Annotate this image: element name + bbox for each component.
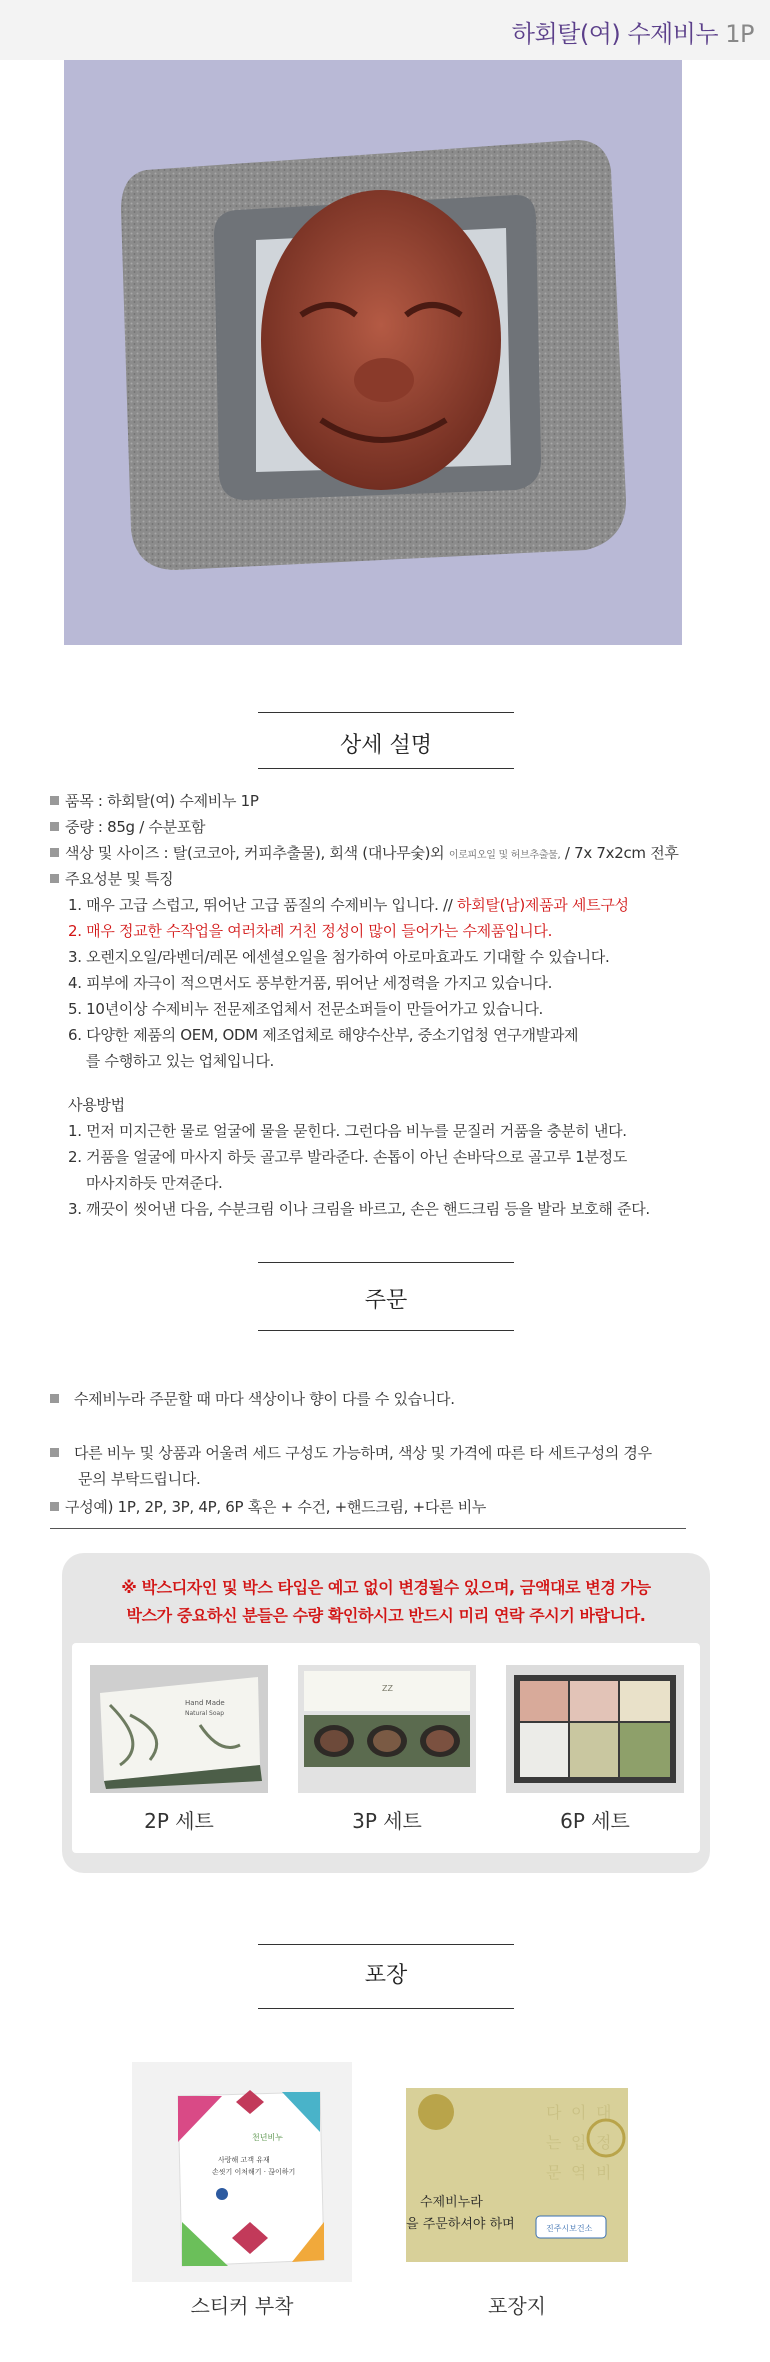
order-note-2: 다른 비누 및 상품과 어울려 세드 구성도 가능하며, 색상 및 가격에 따른 타 세트구성의 경우 <box>50 1440 652 1466</box>
detail-heading-bottom-rule <box>258 768 514 769</box>
bullet-square <box>50 1448 59 1457</box>
set-gallery <box>72 1643 700 1853</box>
usage-1: 1. 먼저 미지근한 물로 얼굴에 물을 묻힌다. 그런다음 비누를 문질러 거품을 충분히 낸다. <box>68 1122 627 1140</box>
product-qty: 1P <box>725 20 754 48</box>
svg-text:비: 비 <box>596 2163 612 2182</box>
order-heading: 주문 <box>364 1288 408 1313</box>
wrapping-paper-image <box>406 2088 628 2262</box>
svg-text:대: 대 <box>596 2103 612 2122</box>
feature-6-cont: 를 수행하고 있는 업체입니다. <box>68 1052 275 1070</box>
feature-3: 3. 오렌지오일/라벤더/레몬 에센셜오일을 첨가하여 아로마효과도 기대할 수 있습니다. <box>68 948 610 966</box>
detail-heading-top-rule <box>258 712 514 713</box>
product-title: 하회탈(여) 수제비누 <box>511 20 719 48</box>
sticker-line-1: 사랑해 고객 유재 <box>218 2156 270 2164</box>
order-heading-bottom-rule <box>258 1330 514 1331</box>
feature-2: 2. 매우 정교한 수작업을 여러차례 거친 정성이 많이 들어가는 수제품입니다. <box>68 922 553 940</box>
svg-text:입: 입 <box>571 2133 587 2152</box>
bullet-square <box>50 1502 59 1511</box>
order-note-3: 구성예) 1P, 2P, 3P, 4P, 6P 혹은 + 수건, +핸드크림, +다른 비누 <box>50 1494 486 1520</box>
usage-2: 2. 거품을 얼굴에 마사지 하듯 골고루 발라준다. 손톱이 아닌 손바닥으로 골고루 1분정도 <box>68 1148 628 1166</box>
sticker-brand: 천년비누 <box>252 2133 283 2142</box>
svg-text:정: 정 <box>596 2133 612 2152</box>
set-2p-image <box>90 1665 268 1793</box>
svg-text:Natural Soap: Natural Soap <box>185 1710 225 1717</box>
bullet-square <box>50 874 59 883</box>
feature-4: 4. 피부에 자극이 적으면서도 풍부한거품, 뛰어난 세정력을 가지고 있습니다. <box>68 974 553 992</box>
soap-dish-illustration <box>106 100 636 590</box>
svg-text:역: 역 <box>571 2163 587 2182</box>
sticker-line-2: 손씻기 이처해기 · 끊이하기 <box>212 2168 296 2176</box>
svg-text:문: 문 <box>546 2163 562 2182</box>
packaging-heading-top-rule <box>258 1944 514 1945</box>
bullet-square <box>50 848 59 857</box>
feature-5: 5. 10년이상 수제비누 전문제조업체서 전문소퍼들이 만들어가고 있습니다. <box>68 1000 543 1018</box>
wrap-badge: 진주시보건소 <box>546 2224 593 2233</box>
notice-line-2: 박스가 중요하신 분들은 수량 확인하시고 반드시 미리 연락 주시기 바랍니다. <box>126 1606 646 1625</box>
packaging-heading: 포장 <box>364 1963 408 1988</box>
page-title <box>512 14 754 49</box>
usage-3: 3. 깨끗이 씻어낸 다음, 수분크림 이나 크림을 바르고, 손은 핸드크림 등을 발라 보호해 준다. <box>68 1200 650 1218</box>
feature-6: 6. 다양한 제품의 OEM, ODM 제조업체로 해양수산부, 중소기업청 연구개발과제 <box>68 1026 579 1044</box>
wrap-text-1: 수제비누라 <box>420 2195 483 2210</box>
bullet-square <box>50 822 59 831</box>
svg-text:는: 는 <box>546 2133 562 2152</box>
svg-text:Hand Made: Hand Made <box>185 1699 225 1707</box>
svg-text:ZZ: ZZ <box>382 1684 393 1693</box>
usage-title: 사용방법 <box>68 1096 125 1114</box>
order-divider <box>50 1528 686 1529</box>
spec-ingredients: 주요성분 및 특징 <box>50 866 173 892</box>
wrap-text-2: 을 주문하셔야 하며 <box>406 2217 515 2232</box>
page-header <box>0 0 770 60</box>
feature-1: 1. 매우 고급 스럽고, 뛰어난 고급 품질의 수제비누 입니다. // 하회탈(남)제품과 세트구성 <box>68 896 629 914</box>
set-2p-label: 2P 세트 <box>144 1809 214 1833</box>
packaging-heading-bottom-rule <box>258 2008 514 2009</box>
usage-2-cont: 마사지하듯 만져준다. <box>68 1174 223 1192</box>
spec-item: 품목 : 하회탈(여) 수제비누 1P <box>50 788 259 814</box>
box-notice-panel <box>62 1553 710 1873</box>
order-note-1: 수제비누라 주문할 때 마다 색상이나 향이 다를 수 있습니다. <box>50 1386 455 1412</box>
bullet-square <box>50 796 59 805</box>
order-note-2-cont: 문의 부탁드립니다. <box>78 1470 201 1488</box>
svg-text:이: 이 <box>571 2103 587 2122</box>
product-hero-image <box>64 60 682 645</box>
bullet-square <box>50 1394 59 1403</box>
set-6p-label: 6P 세트 <box>560 1809 630 1833</box>
spec-weight: 중량 : 85g / 수분포함 <box>50 814 205 840</box>
notice-line-1: ※ 박스디자인 및 박스 타입은 예고 없이 변경될수 있으며, 금액대로 변경 가능 <box>121 1578 651 1597</box>
wrapping-label: 포장지 <box>488 2294 546 2318</box>
order-heading-top-rule <box>258 1262 514 1263</box>
sticker-package-image <box>132 2062 352 2282</box>
set-6p-image <box>506 1665 684 1793</box>
sticker-label: 스티커 부착 <box>190 2294 294 2318</box>
svg-text:다: 다 <box>546 2103 562 2122</box>
detail-heading: 상세 설명 <box>339 733 432 758</box>
spec-color-size: 색상 및 사이즈 : 탈(코코아, 커피추출물), 회색 (대나무숯)외 이로피오일 및 허브추출물, / 7x 7x2cm 전후 <box>50 840 679 869</box>
set-3p-image <box>298 1665 476 1793</box>
set-3p-label: 3P 세트 <box>352 1809 422 1833</box>
